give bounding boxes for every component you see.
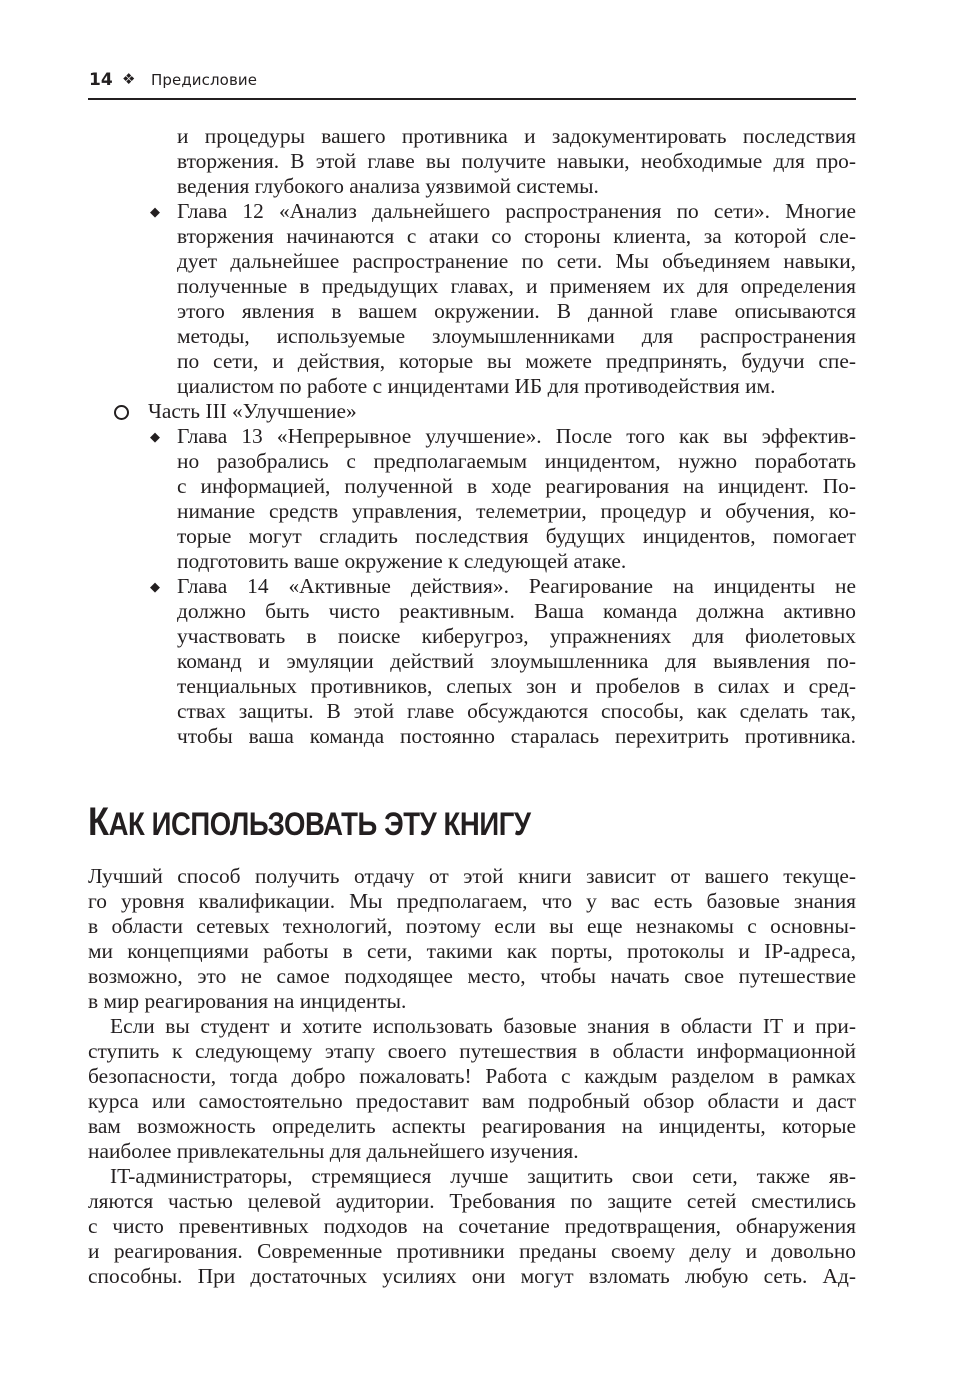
text-line: дует дальнейшее распространение по сети. Мы объединяем навыки, [177,249,856,273]
text-line: участвовать в поиске киберугроз, упражнениях для фиолетовых [177,624,856,648]
text-line: IT-администраторы, стремящиеся лучше защитить свои сети, также яв- [110,1164,856,1188]
text-line: но разобрались с предполагаемым инцидентом, нужно поработать [177,449,856,473]
text-line: полученные в предыдущих главах, и применяем их для определения [177,274,856,298]
circle-bullet-icon [114,405,129,420]
text-line: чтобы ваша команда постоянно старалась перехитрить противника. [177,724,856,748]
text-line: Глава 14 «Активные действия». Реагирование на инциденты не [177,574,856,598]
paragraph-3 [88,1164,856,1289]
text-line: по сети, и действия, которые вы можете предпринять, будучи спе- [177,349,856,373]
text-line: нимание средств управления, телеметрии, процедур и обучения, ко- [177,499,856,523]
heading-initial: К [88,800,109,844]
text-line: методы, используемые злоумышленниками для распространения [177,324,856,348]
text-line: должно быть чисто реактивным. Ваша команда должна активно [177,599,856,623]
text-line: способны. При достаточных усилиях они могут взломать любую сеть. Ад- [88,1264,856,1288]
text-line: Лучший способ получить отдачу от этой книги зависит от вашего текуще- [88,864,856,888]
text-line: подготовить ваше окружение к следующей атаке. [177,549,627,573]
text-line: Глава 13 «Непрерывное улучшение». После того как вы эффектив- [177,424,856,448]
running-header-title: Предисловие [151,71,258,89]
text-line: ствах защиты. В этой главе обсуждаются способы, как сделать так, [177,699,856,723]
text-line: вторжения начинаются с атаки со стороны клиента, за которой сле- [177,224,856,248]
chapter13-item [177,424,856,574]
text-line: в мир реагирования на инциденты. [88,989,407,1013]
part3-item [148,399,856,424]
text-line: Если вы студент и хотите использовать базовые знания в области IT и при- [110,1014,856,1038]
paragraph-2 [88,1014,856,1164]
text-line: в области сетевых технологий, поэтому если вы еще незнакомы с основны- [88,914,856,938]
paragraph-1 [88,864,856,1014]
text-line: вам возможность определить аспекты реагирования на инциденты, которые [88,1114,856,1138]
text-line: наиболее привлекательны для дальнейшего изучения. [88,1139,579,1163]
page-number: 14 [89,70,113,90]
text-line: ведения глубокого анализа уязвимой системы. [177,174,599,198]
text-line: го уровня квалификации. Мы предполагаем, что у вас есть базовые знания [88,889,856,913]
text-line: курса или самостоятельно предоставит вам подробный обзор области и даст [88,1089,856,1113]
text-line: возможно, это не самое подходящее место, чтобы начать свое путешествие [88,964,856,988]
ornament-icon: ❖ [122,70,136,88]
part-label: Часть III «Улучшение» [148,399,357,423]
text-line: и процедуры вашего противника и задокументировать последствия [177,124,856,148]
text-line: тенциальных противников, слепых зон и пробелов в силах и сред- [177,674,856,698]
text-line: команд и эмуляции действий злоумышленника для выявления по- [177,649,856,673]
running-header [88,68,856,100]
chapter12-item [177,199,856,399]
text-line: Глава 12 «Анализ дальнейшего распространения по сети». Многие [177,199,856,223]
text-line: этого явления в вашем окружении. В данной главе описываются [177,299,856,323]
text-line: циалистом по работе с инцидентами ИБ для противодействия им. [177,374,776,398]
text-line: ляются частью целевой аудитории. Требования по защите сетей сместились [88,1189,856,1213]
text-line: ступить к следующему этапу своего путешествия в области информационной [88,1039,856,1063]
diamond-bullet-icon: ◆ [150,429,160,444]
chapter14-item [177,574,856,749]
text-line: вторжения. В этой главе вы получите навыки, необходимые для про- [177,149,856,173]
text-line: с информацией, полученной в ходе реагирования на инцидент. По- [177,474,856,498]
heading-rest: АК ИСПОЛЬЗОВАТЬ ЭТУ КНИГУ [108,806,531,842]
section-heading [88,802,531,844]
text-line: с чисто превентивных подходов на сочетание предотвращения, обнаружения [88,1214,856,1238]
diamond-bullet-icon: ◆ [150,579,160,594]
diamond-bullet-icon: ◆ [150,204,160,219]
text-line: торые могут сгладить последствия будущих инцидентов, помогает [177,524,856,548]
chapter11-continuation [177,124,856,199]
text-line: и реагирования. Современные противники преданы своему делу и довольно [88,1239,856,1263]
text-line: безопасности, тогда добро пожаловать! Работа с каждым разделом в рамках [88,1064,856,1088]
text-line: ми концепциями работы в сети, такими как порты, протоколы и IP-адреса, [88,939,856,963]
